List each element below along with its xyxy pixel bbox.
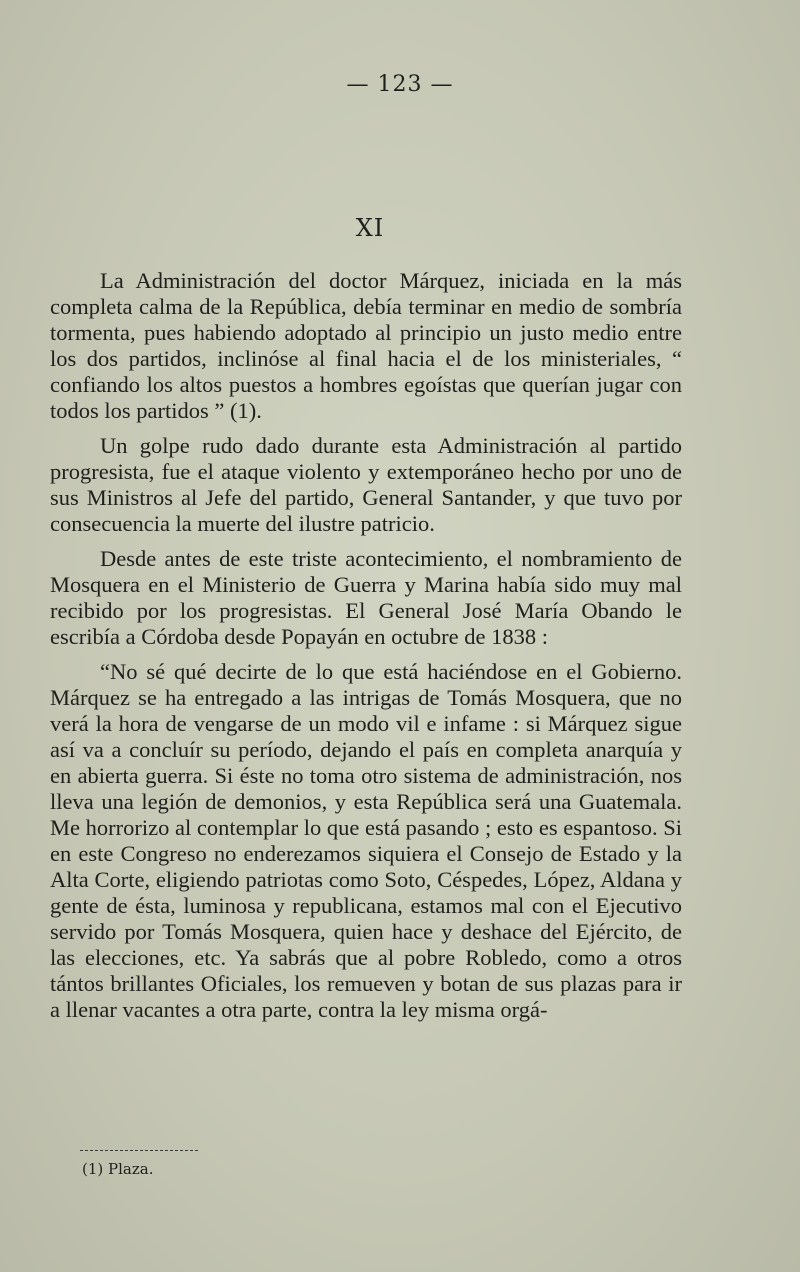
chapter-heading: XI bbox=[355, 214, 385, 242]
paragraph-3: Desde antes de este triste acontecimiento, el nombramiento de Mosquera en el Ministerio de Guerra y Marina había sido muy mal recibido por los progresistas. El General José María Obando le escribía a Córdoba desde Popayán en octubre de 1838 : bbox=[50, 546, 682, 649]
page-number: — 123 — bbox=[346, 72, 454, 97]
paragraph-4-quote: “No sé qué decirte de lo que está haciéndose en el Gobierno. Márquez se ha entregado a las intrigas de Tomás Mosquera, que no verá la hora de vengarse de un modo vil e infame : si Márquez sigue así va a concluír su período, dejando el país en completa anarquía y en abierta guerra. Si éste no toma otro sistema de administración, nos lleva una legión de demonios, y esta República será una Guatemala. Me horrorizo al contemplar lo que está pasando ; esto es espantoso. Si en este Congreso no enderezamos siquiera el Consejo de Estado y la Alta Corte, eligiendo patriotas como Soto, Céspedes, López, Aldana y gente de ésta, luminosa y republicana, estamos mal con el Ejecutivo servido por Tomás Mosquera, quien hace y deshace del Ejército, de las elecciones, etc. Ya sabrás que al pobre Robledo, como a otros tántos brillantes Oficiales, los remueven y botan de sus plazas para ir a llenar vacantes a otra parte, contra la ley misma orgá- bbox=[50, 659, 682, 1022]
footnote-divider bbox=[80, 1150, 198, 1151]
body-text bbox=[50, 268, 682, 1032]
paragraph-2: Un golpe rudo dado durante esta Administración al partido progresista, fue el ataque violento y extemporáneo hecho por uno de sus Ministros al Jefe del partido, General Santander, y que tuvo por consecuencia la muerte del ilustre patricio. bbox=[50, 433, 682, 536]
footnote: (1) Plaza. bbox=[82, 1160, 154, 1178]
paragraph-1: La Administración del doctor Márquez, iniciada en la más completa calma de la República, debía terminar en medio de sombría tormenta, pues habiendo adoptado al principio un justo medio entre los dos partidos, inclinóse al final hacia el de los ministeriales, “ confiando los altos puestos a hombres egoístas que querían jugar con todos los partidos ” (1). bbox=[50, 268, 682, 423]
